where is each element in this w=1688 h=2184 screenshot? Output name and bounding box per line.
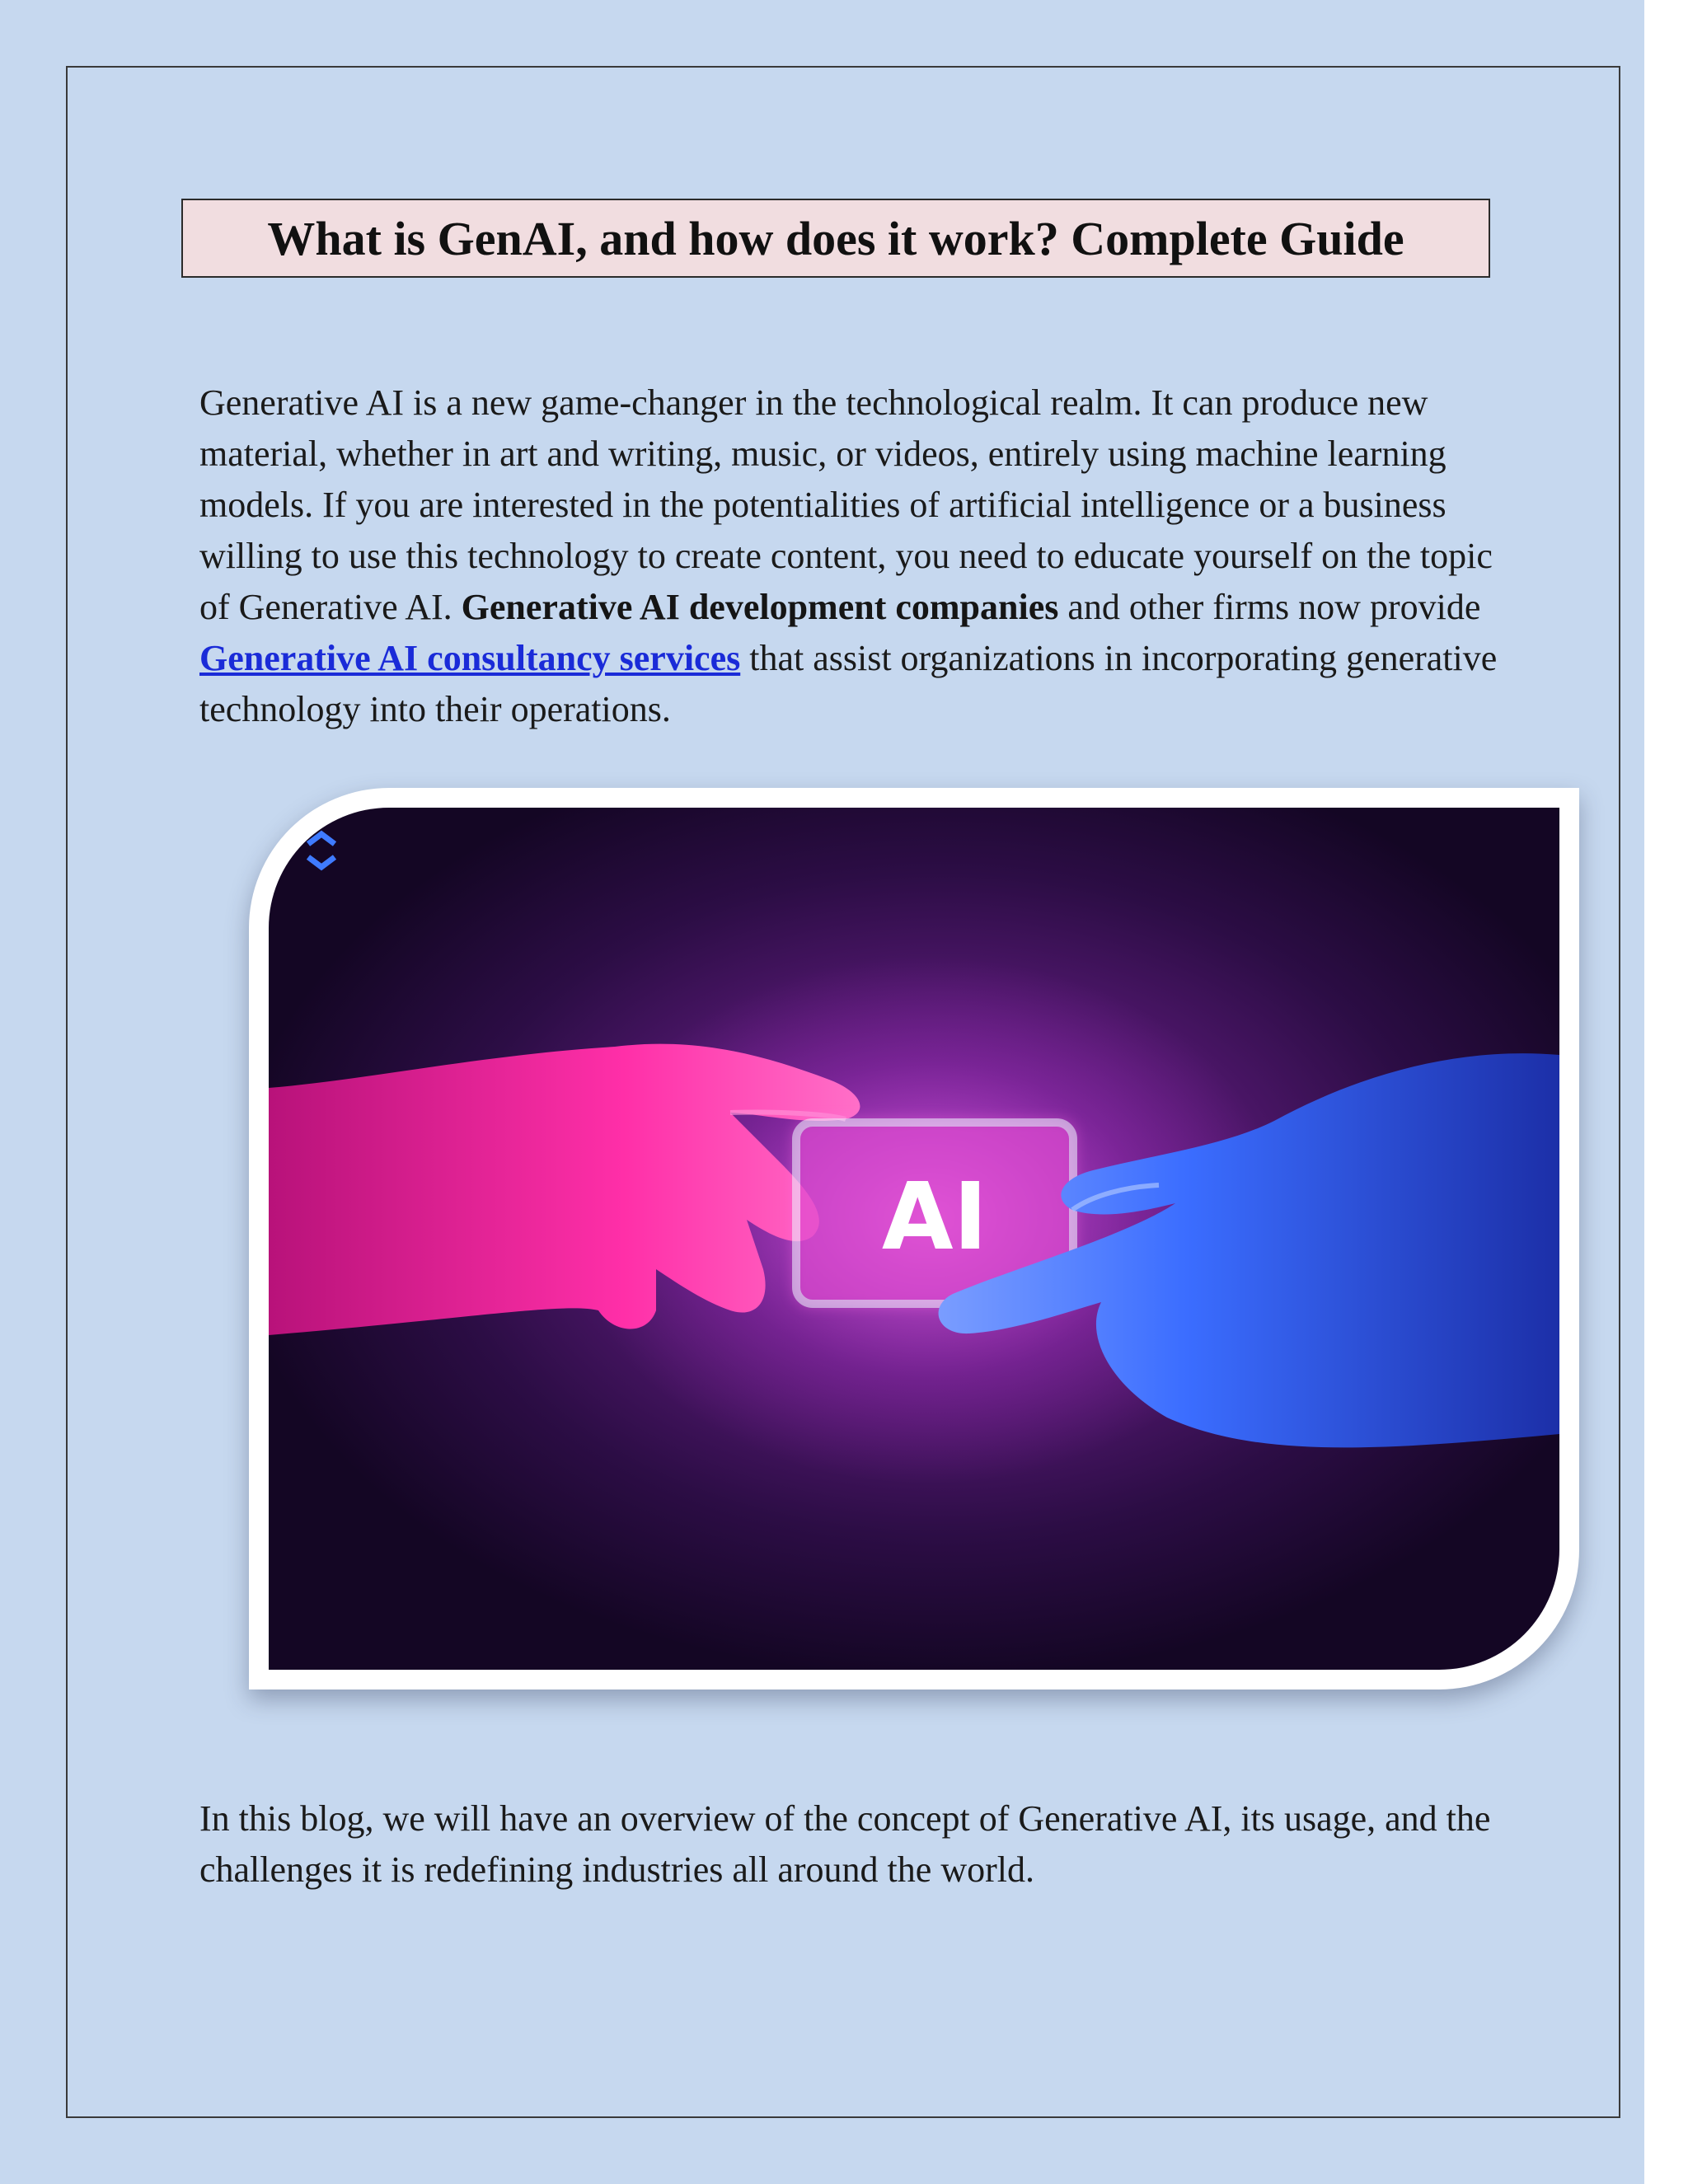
intro-text-1: Generative AI is a new game-changer in the technological realm. It can produce new material, whether in art and writing, music, or videos, entirely using machine learning models. If you are interested in the potentialities of artificial intelligence or a business willing to use this technology to create content, you need to educate yourself on the topic of Generative AI.	[199, 382, 1493, 627]
page-title: What is GenAI, and how does it work? Complete Guide	[267, 211, 1404, 265]
intro-bold-phrase: Generative AI development companies	[461, 587, 1059, 627]
consultancy-services-link[interactable]: Generative AI consultancy services	[199, 638, 741, 678]
hero-image-frame	[249, 788, 1579, 1690]
intro-text-2: and other firms now provide	[1058, 587, 1481, 627]
ai-card-label: AI	[881, 1164, 988, 1271]
hero-image	[269, 808, 1559, 1670]
intro-paragraph	[199, 377, 1518, 735]
corner-logo-icon	[308, 834, 335, 867]
title-box	[181, 199, 1490, 278]
outro-paragraph: In this blog, we will have an overview of the concept of Generative AI, its usage, and the challenges it is redefining industries all around the world.	[199, 1798, 1491, 1890]
intro-text-3: that assist organizations in incorporating generative technology into their operations.	[199, 638, 1498, 729]
hands-ai-card-illustration	[269, 808, 1559, 1670]
